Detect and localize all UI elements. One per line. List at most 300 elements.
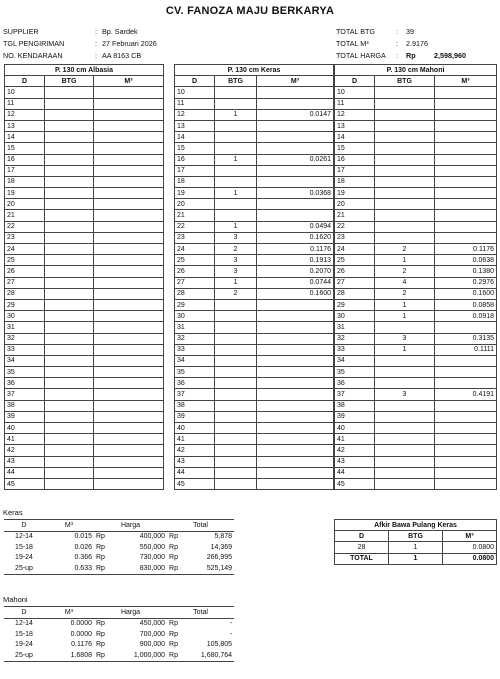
cell-rp: Rp (169, 620, 178, 628)
table-row (5, 423, 164, 434)
cell-d: 22 (175, 221, 215, 232)
cell-btg (45, 255, 94, 266)
cell-m3 (435, 411, 497, 422)
cell-btg (375, 322, 435, 333)
cell-m3 (94, 255, 164, 266)
cell-rp: Rp (96, 543, 105, 551)
cell-m3 (94, 434, 164, 445)
cell-d: 12 (335, 109, 375, 120)
cell-d: 28 (5, 288, 45, 299)
table-row (5, 378, 164, 389)
cell-d: 18 (5, 176, 45, 187)
cell-d: 31 (335, 322, 375, 333)
table-row (175, 188, 334, 199)
cell-btg: 3 (375, 333, 435, 344)
table-row (335, 367, 497, 378)
table-row (175, 210, 334, 221)
table-row (5, 255, 164, 266)
cell-btg (45, 188, 94, 199)
cell-btg (375, 188, 435, 199)
cell-btg (215, 445, 257, 456)
table-row (335, 344, 497, 355)
cell-m3 (257, 478, 334, 489)
cell-m3 (257, 400, 334, 411)
summary-row (4, 640, 234, 651)
table-row (335, 311, 497, 322)
cell-btg (45, 355, 94, 366)
table-row (175, 467, 334, 478)
cell-d: 39 (5, 411, 45, 422)
cell-d: 19 (5, 188, 45, 199)
cell-btg (45, 232, 94, 243)
table-row (335, 400, 497, 411)
cell-m3 (94, 120, 164, 131)
cell-m3 (257, 434, 334, 445)
table-row (335, 143, 497, 154)
table-keras (174, 64, 334, 490)
cell-btg (45, 367, 94, 378)
cell-btg (45, 478, 94, 489)
cell-m3: 0.1111 (435, 344, 497, 355)
cell-m3: 0.2070 (257, 266, 334, 277)
table-row (175, 311, 334, 322)
cell-m3 (257, 378, 334, 389)
table-row (175, 367, 334, 378)
table-row (5, 344, 164, 355)
cell-btg (375, 87, 435, 98)
cell-m3 (435, 165, 497, 176)
table-albasia (4, 64, 164, 490)
cell-btg (215, 355, 257, 366)
table-row (175, 176, 334, 187)
cell-d: 23 (335, 232, 375, 243)
supplier-label: SUPPLIER (3, 27, 39, 36)
table-row (175, 400, 334, 411)
table-row (175, 344, 334, 355)
cell-d: 14 (335, 132, 375, 143)
cell-m3 (257, 355, 334, 366)
col-d: D (5, 76, 45, 87)
cell-m3 (94, 445, 164, 456)
cell-btg (215, 120, 257, 131)
table-row (175, 333, 334, 344)
cell-d: 44 (5, 467, 45, 478)
cell-d: 15-18 (15, 630, 33, 638)
cell-d: 40 (5, 423, 45, 434)
cell-m3: 0.4191 (435, 389, 497, 400)
cell-d: 10 (335, 87, 375, 98)
table-row (335, 355, 497, 366)
cell-m3: 0.633 (44, 563, 94, 574)
cell-d: 28 (335, 542, 389, 553)
cell-btg (215, 322, 257, 333)
summary-row (4, 542, 234, 553)
cell-harga: 1,000,000 (109, 650, 167, 661)
cell-d: 19-24 (15, 641, 33, 649)
cell-m3 (257, 210, 334, 221)
table-row (335, 467, 497, 478)
cell-btg (375, 120, 435, 131)
cell-d: 15-18 (15, 543, 33, 551)
cell-btg (215, 478, 257, 489)
cell-btg (45, 378, 94, 389)
cell-m3 (94, 478, 164, 489)
table-row (5, 109, 164, 120)
cell-btg (45, 411, 94, 422)
table-row (175, 456, 334, 467)
cell-m3: 0.1176 (257, 244, 334, 255)
table-row (5, 210, 164, 221)
table-row (335, 288, 497, 299)
cell-d: 37 (335, 389, 375, 400)
cell-m3 (257, 367, 334, 378)
cell-btg: 2 (375, 288, 435, 299)
table-row (335, 299, 497, 310)
table-row (5, 143, 164, 154)
cell-d: 43 (175, 456, 215, 467)
tgl-label: TGL PENGIRIMAN (3, 39, 65, 48)
cell-m3 (435, 143, 497, 154)
cell-m3 (435, 355, 497, 366)
sum-col-d: D (4, 520, 44, 532)
cell-d: 42 (335, 445, 375, 456)
cell-btg (375, 367, 435, 378)
cell-m3 (94, 266, 164, 277)
cell-m3 (435, 132, 497, 143)
table-row (175, 221, 334, 232)
cell-d: 17 (335, 165, 375, 176)
cell-m3: 1.6808 (44, 650, 94, 661)
keras-summary-label: Keras (3, 508, 23, 517)
table-row (5, 176, 164, 187)
cell-btg (375, 411, 435, 422)
table-row (5, 389, 164, 400)
table-row (335, 87, 497, 98)
cell-d: 42 (5, 445, 45, 456)
table-row (5, 333, 164, 344)
cell-harga: 450,000 (139, 620, 166, 628)
cell-btg (45, 165, 94, 176)
cell-btg (375, 221, 435, 232)
cell-d: 29 (175, 299, 215, 310)
cell-m3 (257, 299, 334, 310)
sum-col-total: Total (167, 520, 234, 532)
cell-m3: 0.1380 (435, 266, 497, 277)
cell-btg (215, 199, 257, 210)
table-row (5, 199, 164, 210)
cell-d: 44 (335, 467, 375, 478)
table-row (335, 120, 497, 131)
cell-d: 14 (5, 132, 45, 143)
cell-d: 31 (5, 322, 45, 333)
cell-btg: 2 (375, 244, 435, 255)
cell-btg (215, 423, 257, 434)
cell-rp: Rp (169, 533, 178, 541)
summary-row (4, 563, 234, 574)
cell-d: 20 (335, 199, 375, 210)
table-row (335, 109, 497, 120)
cell-btg (45, 109, 94, 120)
cell-d: 38 (5, 400, 45, 411)
cell-btg (45, 311, 94, 322)
cell-btg (45, 244, 94, 255)
cell-btg (45, 199, 94, 210)
cell-btg: 1 (375, 344, 435, 355)
cell-rp: Rp (96, 630, 105, 638)
table-row (335, 221, 497, 232)
total-m3-value: 2.9176 (406, 39, 428, 48)
table-row (175, 277, 334, 288)
cell-btg (45, 423, 94, 434)
cell-m3 (94, 109, 164, 120)
afkir-total-row (335, 553, 497, 564)
cell-btg (45, 333, 94, 344)
table-row (175, 199, 334, 210)
table-row (335, 244, 497, 255)
cell-btg (375, 143, 435, 154)
colon: : (95, 27, 97, 36)
cell-m3: 0.1620 (257, 232, 334, 243)
cell-m3 (257, 445, 334, 456)
cell-m3 (94, 333, 164, 344)
cell-m3 (257, 199, 334, 210)
cell-m3 (94, 355, 164, 366)
table-row (175, 288, 334, 299)
cell-rp: Rp (167, 650, 182, 661)
sum-col-m3: M³ (44, 607, 94, 619)
cell-btg (45, 288, 94, 299)
cell-m3 (435, 445, 497, 456)
table-row (5, 132, 164, 143)
cell-m3 (257, 87, 334, 98)
cell-btg (215, 87, 257, 98)
cell-d: 19 (335, 188, 375, 199)
cell-d: 12 (175, 109, 215, 120)
cell-btg (215, 344, 257, 355)
cell-d: 16 (175, 154, 215, 165)
cell-d: 14 (175, 132, 215, 143)
cell-d: 15 (335, 143, 375, 154)
cell-m3 (94, 299, 164, 310)
cell-btg (215, 367, 257, 378)
cell-d: 12-14 (15, 620, 33, 628)
cell-d: 35 (5, 367, 45, 378)
table-row (5, 154, 164, 165)
cell-m3 (94, 154, 164, 165)
cell-total: - (229, 620, 233, 628)
cell-d: 36 (335, 378, 375, 389)
cell-m3: 0.0494 (257, 221, 334, 232)
cell-m3: 0.0744 (257, 277, 334, 288)
cell-d: 16 (335, 154, 375, 165)
col-m3: M³ (94, 76, 164, 87)
table-row (5, 288, 164, 299)
cell-btg (45, 210, 94, 221)
cell-total: 5,878 (214, 533, 233, 541)
cell-btg (215, 378, 257, 389)
cell-btg (45, 221, 94, 232)
cell-m3 (94, 176, 164, 187)
table-row (175, 266, 334, 277)
cell-m3 (257, 423, 334, 434)
table-row (5, 188, 164, 199)
cell-m3 (94, 210, 164, 221)
kendaraan-label: NO. KENDARAAN (3, 51, 63, 60)
cell-m3 (257, 411, 334, 422)
table-row (175, 98, 334, 109)
afkir-table (334, 519, 497, 565)
cell-d: 37 (5, 389, 45, 400)
cell-btg: 3 (215, 255, 257, 266)
summary-row (4, 553, 234, 564)
cell-m3 (94, 411, 164, 422)
cell-d: 29 (5, 299, 45, 310)
table-row (175, 255, 334, 266)
cell-btg (45, 143, 94, 154)
total-btg: 1 (389, 553, 443, 564)
cell-d: 19-24 (15, 554, 33, 562)
cell-btg (45, 456, 94, 467)
table-row (335, 232, 497, 243)
cell-m3 (94, 165, 164, 176)
table-row (335, 199, 497, 210)
cell-d: 27 (5, 277, 45, 288)
cell-btg (215, 143, 257, 154)
cell-d: 33 (175, 344, 215, 355)
table-row (5, 232, 164, 243)
cell-total: 14,369 (210, 543, 233, 551)
col-d: D (335, 76, 375, 87)
col-m3: M³ (435, 76, 497, 87)
cell-m3 (94, 456, 164, 467)
table-row (335, 456, 497, 467)
cell-btg (375, 98, 435, 109)
cell-btg (215, 176, 257, 187)
cell-btg (45, 467, 94, 478)
cell-m3 (257, 311, 334, 322)
cell-m3 (435, 322, 497, 333)
table-row (335, 423, 497, 434)
col-btg: BTG (389, 531, 443, 542)
cell-d: 20 (5, 199, 45, 210)
table-title: P. 130 cm Albasia (5, 65, 164, 76)
cell-d: 30 (175, 311, 215, 322)
cell-btg (375, 445, 435, 456)
cell-btg (215, 311, 257, 322)
cell-rp: Rp (169, 554, 178, 562)
cell-m3 (435, 188, 497, 199)
cell-btg (45, 266, 94, 277)
cell-d: 43 (335, 456, 375, 467)
cell-m3 (94, 378, 164, 389)
table-row (175, 434, 334, 445)
cell-d: 25 (5, 255, 45, 266)
cell-btg (375, 355, 435, 366)
cell-d: 15 (175, 143, 215, 154)
table-row (5, 266, 164, 277)
cell-btg (45, 299, 94, 310)
table-row (175, 478, 334, 489)
summary-row (4, 618, 234, 629)
cell-d: 34 (5, 355, 45, 366)
table-row (335, 333, 497, 344)
table-row (5, 322, 164, 333)
table-title: P. 130 cm Keras (175, 65, 334, 76)
cell-m3 (94, 467, 164, 478)
table-row (175, 423, 334, 434)
cell-btg (45, 98, 94, 109)
cell-d: 45 (335, 478, 375, 489)
cell-d: 11 (175, 98, 215, 109)
cell-d: 12-14 (15, 533, 33, 541)
cell-btg (45, 445, 94, 456)
cell-d: 26 (335, 266, 375, 277)
table-row (335, 165, 497, 176)
cell-btg (375, 232, 435, 243)
cell-d: 28 (335, 288, 375, 299)
cell-m3: 0.1176 (71, 641, 92, 649)
cell-d: 29 (335, 299, 375, 310)
table-mahoni (334, 64, 497, 490)
cell-d: 12 (5, 109, 45, 120)
table-row (175, 322, 334, 333)
cell-d: 26 (5, 266, 45, 277)
cell-m3 (435, 87, 497, 98)
table-row (5, 445, 164, 456)
table-row (335, 389, 497, 400)
colon: : (95, 51, 97, 60)
colon: : (396, 51, 398, 60)
cell-harga: 900,000 (139, 641, 166, 649)
cell-btg (375, 378, 435, 389)
cell-d: 32 (175, 333, 215, 344)
cell-btg: 3 (215, 266, 257, 277)
cell-m3 (94, 188, 164, 199)
col-m3: M³ (443, 531, 497, 542)
cell-harga: 400,000 (139, 533, 166, 541)
table-row (335, 176, 497, 187)
cell-m3 (257, 143, 334, 154)
cell-btg (215, 400, 257, 411)
cell-btg (375, 199, 435, 210)
cell-d: 22 (335, 221, 375, 232)
table-row (5, 478, 164, 489)
table-row (175, 120, 334, 131)
cell-d: 38 (175, 400, 215, 411)
cell-rp: Rp (96, 620, 105, 628)
total-label: TOTAL (335, 553, 389, 564)
cell-d: 39 (335, 411, 375, 422)
cell-m3 (94, 288, 164, 299)
cell-btg: 1 (389, 542, 443, 553)
cell-btg (45, 277, 94, 288)
cell-btg (375, 165, 435, 176)
cell-d: 11 (5, 98, 45, 109)
cell-d: 36 (5, 378, 45, 389)
cell-btg: 1 (215, 109, 257, 120)
cell-btg (375, 176, 435, 187)
cell-total: 1,680,764 (182, 650, 234, 661)
cell-rp: Rp (96, 533, 105, 541)
cell-d: 37 (175, 389, 215, 400)
table-row (335, 255, 497, 266)
cell-rp: Rp (94, 563, 109, 574)
cell-m3 (257, 98, 334, 109)
cell-btg (215, 411, 257, 422)
cell-btg (215, 210, 257, 221)
table-row (5, 467, 164, 478)
cell-m3: 0.1600 (257, 288, 334, 299)
